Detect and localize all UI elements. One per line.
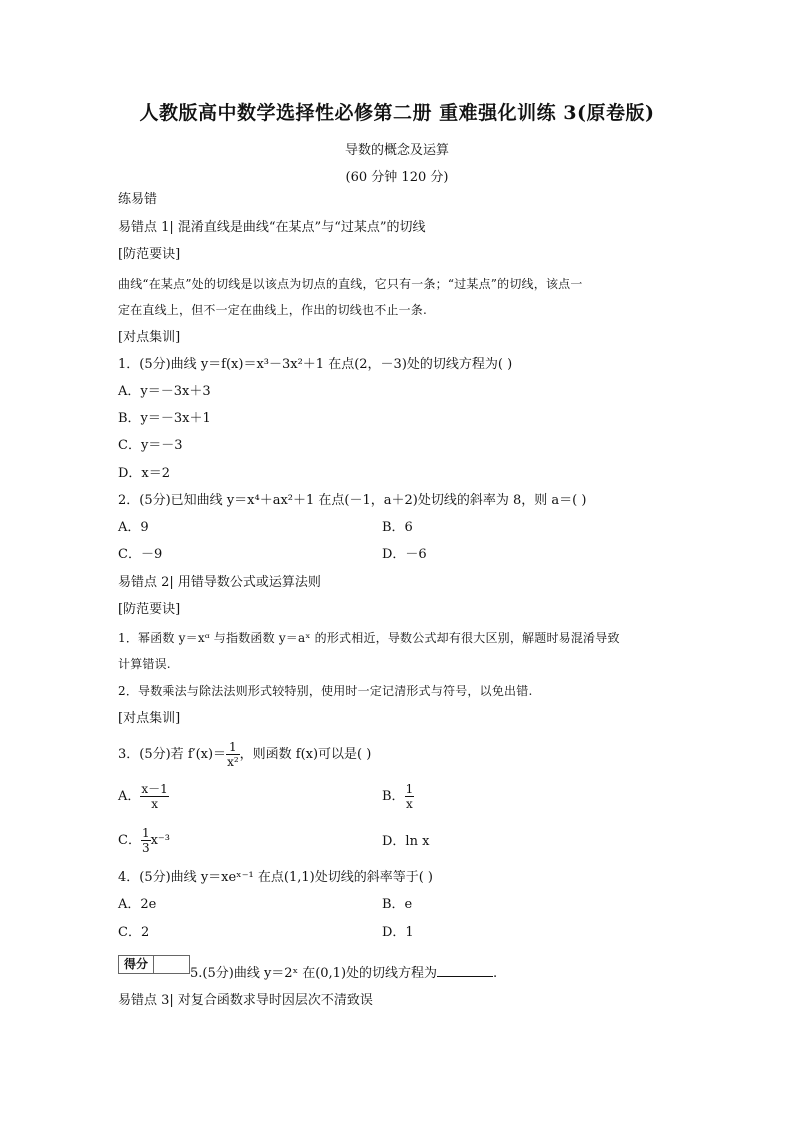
option-label: B． [382,789,405,804]
score-label: 得分 [119,956,154,973]
time-info: (60 分钟 120 分) [345,170,449,185]
error-point-3-heading: 易错点 3| 对复合函数求导时因层次不清致误 [118,993,373,1008]
score-box[interactable] [118,955,190,974]
fraction-denominator: x [405,797,413,811]
error-point-1-heading: 易错点 1| 混淆直线是曲线“在某点”与“过某点”的切线 [118,220,426,235]
error-point-2-heading: 易错点 2| 用错导数公式或运算法则 [118,575,321,590]
q2-option-c: C．－9 [118,547,163,562]
question-3-stem [118,740,371,770]
tip-text: 1．幂函数 y＝xᵅ 与指数函数 y＝aˣ 的形式相近，导数公式却有很大区别，解题时易混淆导致 [118,631,620,645]
answer-blank[interactable] [437,964,493,977]
tips-label: [防范要诀] [118,602,181,617]
fraction [140,782,168,811]
tip-text: 曲线“在某点”处的切线是以该点为切点的直线，它只有一条；“过某点”的切线，该点一 [118,277,583,291]
page-title: 人教版高中数学选择性必修第二册 重难强化训练 3(原卷版) [139,102,655,124]
q1-option-c: C．y＝－3 [118,438,183,453]
fraction-denominator: x [151,797,158,811]
practice-label: [对点集训] [118,711,181,726]
fraction [405,782,415,811]
q4-option-b: B．e [382,897,413,912]
fraction-numerator: x－1 [141,782,168,796]
option-label: A． [118,789,141,804]
q4-option-a: A．2e [118,897,157,912]
page-subtitle: 导数的概念及运算 [344,143,449,158]
q4-option-c: C．2 [118,925,150,940]
tip-text: 定在直线上，但不一定在曲线上，作出的切线也不止一条. [118,303,428,317]
q3-option-d: D．ln x [382,834,430,849]
section-label: 练易错 [118,192,158,207]
q1-option-d: D．x＝2 [118,466,171,481]
q2-option-d: D．－6 [382,547,427,562]
q5-stem-text: 5.(5分)曲线 y＝2ˣ 在(0,1)处的切线方程为 [190,966,438,981]
tips-label: [防范要诀] [118,247,181,262]
q2-option-b: B．6 [382,520,413,535]
q3-option-a [118,782,169,812]
question-2-stem: 2．(5分)已知曲线 y＝x⁴＋ax²＋1 在点(－1，a＋2)处切线的斜率为 8，则 a＝( ) [118,493,587,508]
q1-option-a: A．y＝－3x＋3 [118,384,211,399]
fraction-numerator: 1 [141,826,150,840]
fraction-numerator: 1 [226,740,240,755]
q3-option-b [382,782,414,812]
practice-label: [对点集训] [118,330,181,345]
q3-option-c [118,826,170,856]
q3-stem-suffix: ，则函数 f(x)可以是( ) [239,747,372,762]
tip-text: 2．导数乘法与除法法则形式较特别，使用时一定记清形式与符号，以免出错. [118,684,533,698]
option-label: C． [118,833,141,848]
q1-option-b: B．y＝－3x＋1 [118,411,211,426]
q2-option-a: A．9 [118,520,149,535]
question-5-stem [190,964,497,982]
q5-stem-end: . [493,966,498,981]
fraction [141,826,151,855]
question-1-stem: 1．(5分)曲线 y＝f(x)＝x³－3x²＋1 在点(2，－3)处的切线方程为( ) [118,357,513,372]
fraction-denominator: 3 [141,841,150,855]
q4-option-d: D．1 [382,925,414,940]
fraction-denominator: x² [227,755,239,769]
fraction-numerator: 1 [405,782,414,796]
fraction [226,740,240,769]
option-expression: x⁻³ [150,833,170,848]
question-4-stem: 4．(5分)曲线 y＝xeˣ⁻¹ 在点(1,1)处切线的斜率等于( ) [118,870,433,885]
q3-stem-prefix: 3．(5分)若 f′(x)＝ [118,747,227,762]
tip-text: 计算错误. [118,657,171,671]
score-field[interactable] [154,956,189,973]
